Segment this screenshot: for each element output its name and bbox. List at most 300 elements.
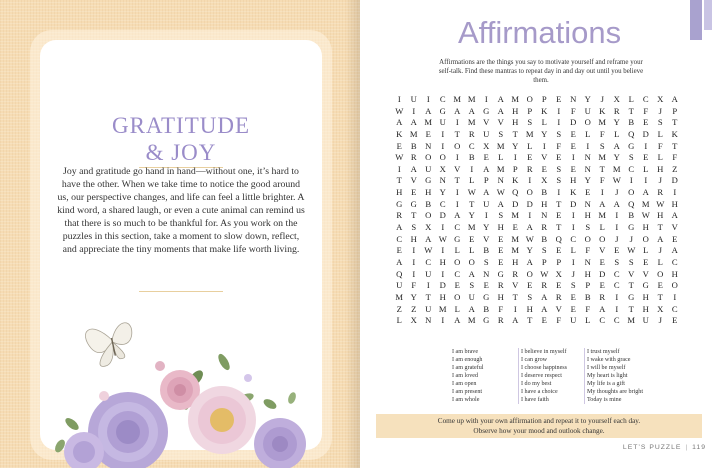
grid-letter[interactable]: Q: [512, 187, 519, 198]
grid-letter[interactable]: R: [657, 187, 664, 198]
grid-letter[interactable]: R: [396, 210, 403, 221]
grid-letter[interactable]: K: [671, 128, 678, 139]
grid-letter[interactable]: P: [541, 256, 547, 267]
grid-letter[interactable]: E: [469, 233, 475, 244]
grid-letter[interactable]: O: [526, 187, 533, 198]
grid-letter[interactable]: O: [599, 233, 606, 244]
grid-letter[interactable]: L: [657, 152, 663, 163]
grid-letter[interactable]: U: [570, 315, 577, 326]
grid-letter[interactable]: R: [541, 280, 548, 291]
grid-letter[interactable]: Q: [628, 198, 635, 209]
grid-letter[interactable]: F: [585, 245, 591, 256]
grid-letter[interactable]: T: [454, 175, 460, 186]
grid-letter[interactable]: X: [555, 268, 562, 279]
grid-letter[interactable]: I: [455, 152, 459, 163]
grid-letter[interactable]: T: [512, 291, 518, 302]
grid-letter[interactable]: H: [512, 256, 519, 267]
grid-letter[interactable]: U: [483, 198, 490, 209]
grid-letter[interactable]: L: [469, 245, 475, 256]
grid-letter[interactable]: L: [454, 245, 460, 256]
grid-letter[interactable]: E: [556, 280, 562, 291]
grid-letter[interactable]: E: [396, 245, 402, 256]
grid-letter[interactable]: S: [585, 222, 591, 233]
grid-letter[interactable]: T: [512, 128, 518, 139]
grid-letter[interactable]: I: [412, 256, 416, 267]
grid-letter[interactable]: H: [396, 187, 403, 198]
grid-letter[interactable]: Q: [396, 268, 403, 279]
grid-letter[interactable]: X: [425, 222, 432, 233]
grid-letter[interactable]: E: [672, 315, 678, 326]
grid-letter[interactable]: J: [615, 233, 619, 244]
grid-letter[interactable]: C: [396, 233, 403, 244]
grid-letter[interactable]: M: [467, 315, 476, 326]
grid-letter[interactable]: Y: [613, 152, 620, 163]
grid-letter[interactable]: I: [484, 94, 488, 104]
grid-letter[interactable]: N: [483, 268, 490, 279]
grid-letter[interactable]: O: [526, 94, 533, 104]
grid-letter[interactable]: Q: [555, 233, 562, 244]
grid-letter[interactable]: E: [643, 117, 649, 128]
grid-letter[interactable]: O: [454, 256, 461, 267]
grid-letter[interactable]: V: [671, 222, 678, 233]
grid-letter[interactable]: V: [555, 303, 562, 314]
grid-letter[interactable]: L: [454, 303, 460, 314]
grid-letter[interactable]: S: [541, 245, 547, 256]
grid-letter[interactable]: O: [584, 233, 591, 244]
grid-letter[interactable]: I: [513, 152, 517, 163]
grid-letter[interactable]: A: [483, 187, 490, 198]
grid-letter[interactable]: S: [527, 117, 533, 128]
grid-letter[interactable]: M: [424, 117, 433, 128]
grid-letter[interactable]: A: [541, 291, 548, 302]
grid-letter[interactable]: E: [570, 140, 576, 151]
grid-letter[interactable]: O: [439, 152, 446, 163]
grid-letter[interactable]: P: [541, 94, 547, 104]
grid-letter[interactable]: G: [483, 315, 490, 326]
grid-letter[interactable]: D: [671, 175, 678, 186]
grid-letter[interactable]: L: [570, 245, 576, 256]
grid-letter[interactable]: O: [425, 210, 432, 221]
grid-letter[interactable]: X: [541, 175, 548, 186]
grid-letter[interactable]: X: [439, 163, 446, 174]
grid-letter[interactable]: D: [570, 117, 577, 128]
grid-letter[interactable]: Y: [584, 175, 591, 186]
grid-letter[interactable]: J: [658, 245, 662, 256]
grid-letter[interactable]: S: [599, 140, 605, 151]
grid-letter[interactable]: I: [644, 175, 648, 186]
grid-letter[interactable]: G: [454, 233, 461, 244]
grid-letter[interactable]: C: [454, 222, 461, 233]
grid-letter[interactable]: A: [526, 256, 533, 267]
grid-letter[interactable]: U: [483, 128, 490, 139]
grid-letter[interactable]: H: [584, 268, 591, 279]
grid-letter[interactable]: C: [642, 94, 649, 104]
grid-letter[interactable]: E: [599, 280, 605, 291]
grid-letter[interactable]: M: [598, 210, 607, 221]
grid-letter[interactable]: N: [497, 175, 504, 186]
grid-letter[interactable]: M: [511, 94, 520, 104]
grid-letter[interactable]: S: [657, 117, 663, 128]
grid-letter[interactable]: W: [641, 210, 650, 221]
grid-letter[interactable]: I: [528, 175, 532, 186]
grid-letter[interactable]: E: [614, 245, 620, 256]
grid-letter[interactable]: P: [483, 175, 489, 186]
grid-letter[interactable]: I: [484, 210, 488, 221]
grid-letter[interactable]: O: [425, 152, 432, 163]
grid-letter[interactable]: M: [612, 163, 621, 174]
grid-letter[interactable]: I: [557, 187, 561, 198]
grid-letter[interactable]: I: [528, 210, 532, 221]
grid-letter[interactable]: H: [439, 291, 446, 302]
grid-letter[interactable]: I: [412, 245, 416, 256]
grid-letter[interactable]: R: [541, 222, 548, 233]
grid-letter[interactable]: Q: [628, 128, 635, 139]
grid-letter[interactable]: T: [556, 198, 562, 209]
grid-letter[interactable]: R: [599, 291, 606, 302]
grid-letter[interactable]: N: [439, 175, 446, 186]
grid-letter[interactable]: P: [512, 163, 518, 174]
grid-letter[interactable]: E: [643, 256, 649, 267]
grid-letter[interactable]: G: [628, 222, 635, 233]
grid-letter[interactable]: B: [425, 198, 432, 209]
grid-letter[interactable]: M: [395, 291, 404, 302]
grid-letter[interactable]: B: [541, 187, 548, 198]
grid-letter[interactable]: F: [657, 140, 663, 151]
grid-letter[interactable]: Y: [410, 291, 417, 302]
grid-letter[interactable]: W: [395, 105, 404, 116]
grid-letter[interactable]: I: [644, 140, 648, 151]
grid-letter[interactable]: I: [441, 222, 445, 233]
grid-letter[interactable]: W: [525, 233, 534, 244]
grid-letter[interactable]: H: [642, 291, 649, 302]
grid-letter[interactable]: R: [497, 315, 504, 326]
grid-letter[interactable]: G: [628, 140, 635, 151]
grid-letter[interactable]: C: [599, 315, 606, 326]
grid-letter[interactable]: F: [570, 105, 576, 116]
grid-letter[interactable]: I: [441, 140, 445, 151]
grid-letter[interactable]: E: [498, 233, 504, 244]
grid-letter[interactable]: I: [441, 245, 445, 256]
grid-letter[interactable]: R: [613, 105, 620, 116]
grid-letter[interactable]: F: [556, 140, 562, 151]
grid-letter[interactable]: U: [396, 280, 403, 291]
grid-letter[interactable]: J: [600, 94, 604, 104]
grid-letter[interactable]: K: [599, 105, 606, 116]
grid-letter[interactable]: F: [498, 303, 504, 314]
grid-letter[interactable]: E: [556, 94, 562, 104]
grid-letter[interactable]: W: [612, 175, 621, 186]
grid-letter[interactable]: E: [527, 280, 533, 291]
grid-letter[interactable]: E: [657, 280, 663, 291]
grid-letter[interactable]: E: [672, 233, 678, 244]
grid-letter[interactable]: S: [556, 163, 562, 174]
grid-letter[interactable]: L: [643, 245, 649, 256]
grid-letter[interactable]: G: [425, 175, 432, 186]
grid-letter[interactable]: F: [599, 175, 605, 186]
grid-letter[interactable]: I: [673, 291, 677, 302]
grid-letter[interactable]: E: [498, 245, 504, 256]
grid-letter[interactable]: I: [571, 210, 575, 221]
grid-letter[interactable]: Z: [396, 303, 402, 314]
grid-letter[interactable]: T: [425, 291, 431, 302]
grid-letter[interactable]: H: [642, 222, 649, 233]
grid-letter[interactable]: G: [628, 291, 635, 302]
grid-letter[interactable]: N: [584, 256, 591, 267]
grid-letter[interactable]: V: [628, 268, 635, 279]
grid-letter[interactable]: W: [496, 187, 505, 198]
grid-letter[interactable]: L: [628, 94, 634, 104]
grid-letter[interactable]: E: [556, 245, 562, 256]
grid-letter[interactable]: T: [657, 222, 663, 233]
grid-letter[interactable]: I: [542, 140, 546, 151]
grid-letter[interactable]: H: [410, 233, 417, 244]
grid-letter[interactable]: J: [629, 233, 633, 244]
grid-letter[interactable]: I: [455, 117, 459, 128]
grid-letter[interactable]: E: [570, 303, 576, 314]
grid-letter[interactable]: M: [511, 210, 520, 221]
grid-letter[interactable]: C: [570, 233, 577, 244]
grid-letter[interactable]: C: [425, 256, 432, 267]
grid-letter[interactable]: J: [658, 175, 662, 186]
grid-letter[interactable]: E: [541, 163, 547, 174]
grid-letter[interactable]: A: [468, 303, 475, 314]
grid-letter[interactable]: H: [671, 198, 678, 209]
grid-letter[interactable]: E: [396, 140, 402, 151]
grid-letter[interactable]: R: [555, 291, 562, 302]
grid-letter[interactable]: O: [584, 117, 591, 128]
grid-letter[interactable]: Z: [672, 163, 678, 174]
grid-letter[interactable]: I: [513, 303, 517, 314]
grid-letter[interactable]: U: [425, 303, 432, 314]
grid-letter[interactable]: S: [469, 280, 475, 291]
grid-letter[interactable]: S: [628, 152, 634, 163]
grid-letter[interactable]: A: [483, 163, 490, 174]
grid-letter[interactable]: Y: [526, 245, 533, 256]
grid-letter[interactable]: I: [557, 105, 561, 116]
grid-letter[interactable]: L: [469, 175, 475, 186]
grid-letter[interactable]: G: [642, 280, 649, 291]
grid-letter[interactable]: A: [541, 303, 548, 314]
grid-letter[interactable]: N: [570, 94, 577, 104]
grid-letter[interactable]: T: [672, 140, 678, 151]
grid-letter[interactable]: X: [483, 140, 490, 151]
grid-letter[interactable]: U: [642, 315, 649, 326]
grid-letter[interactable]: D: [512, 198, 519, 209]
grid-letter[interactable]: L: [599, 222, 605, 233]
grid-letter[interactable]: H: [541, 198, 548, 209]
word-search-grid[interactable]: [392, 94, 682, 327]
grid-letter[interactable]: F: [672, 152, 678, 163]
grid-letter[interactable]: I: [426, 280, 430, 291]
grid-letter[interactable]: H: [657, 163, 664, 174]
grid-letter[interactable]: L: [396, 315, 402, 326]
grid-letter[interactable]: A: [454, 315, 461, 326]
grid-letter[interactable]: I: [441, 315, 445, 326]
grid-letter[interactable]: I: [470, 163, 474, 174]
grid-letter[interactable]: J: [658, 315, 662, 326]
grid-letter[interactable]: S: [556, 175, 562, 186]
grid-letter[interactable]: S: [498, 210, 504, 221]
grid-letter[interactable]: A: [410, 117, 417, 128]
grid-letter[interactable]: U: [410, 94, 417, 104]
grid-letter[interactable]: C: [439, 94, 446, 104]
grid-letter[interactable]: U: [425, 163, 432, 174]
grid-letter[interactable]: U: [439, 117, 446, 128]
grid-letter[interactable]: E: [556, 210, 562, 221]
grid-letter[interactable]: A: [642, 187, 649, 198]
grid-letter[interactable]: C: [454, 268, 461, 279]
grid-letter[interactable]: D: [642, 128, 649, 139]
grid-letter[interactable]: D: [599, 268, 606, 279]
grid-letter[interactable]: H: [497, 291, 504, 302]
grid-letter[interactable]: M: [511, 245, 520, 256]
grid-letter[interactable]: A: [468, 105, 475, 116]
grid-letter[interactable]: A: [497, 198, 504, 209]
grid-letter[interactable]: A: [671, 210, 678, 221]
grid-letter[interactable]: H: [512, 117, 519, 128]
grid-letter[interactable]: V: [454, 163, 461, 174]
grid-letter[interactable]: S: [570, 280, 576, 291]
grid-letter[interactable]: I: [441, 268, 445, 279]
grid-letter[interactable]: D: [570, 198, 577, 209]
grid-letter[interactable]: O: [526, 268, 533, 279]
grid-letter[interactable]: I: [615, 291, 619, 302]
grid-letter[interactable]: M: [496, 140, 505, 151]
grid-letter[interactable]: T: [628, 105, 634, 116]
grid-letter[interactable]: U: [468, 291, 475, 302]
grid-letter[interactable]: Y: [439, 187, 446, 198]
grid-letter[interactable]: B: [483, 245, 490, 256]
grid-letter[interactable]: P: [556, 256, 562, 267]
grid-letter[interactable]: A: [671, 245, 678, 256]
grid-letter[interactable]: I: [397, 94, 401, 104]
grid-letter[interactable]: C: [671, 303, 678, 314]
grid-letter[interactable]: E: [541, 315, 547, 326]
grid-letter[interactable]: F: [556, 315, 562, 326]
grid-letter[interactable]: M: [598, 117, 607, 128]
grid-letter[interactable]: K: [541, 105, 548, 116]
grid-letter[interactable]: L: [541, 117, 547, 128]
grid-letter[interactable]: S: [614, 256, 620, 267]
grid-letter[interactable]: W: [656, 198, 665, 209]
grid-letter[interactable]: L: [498, 152, 504, 163]
grid-letter[interactable]: E: [498, 256, 504, 267]
grid-letter[interactable]: F: [585, 303, 591, 314]
grid-letter[interactable]: W: [540, 268, 549, 279]
grid-letter[interactable]: C: [613, 268, 620, 279]
grid-letter[interactable]: M: [467, 117, 476, 128]
grid-letter[interactable]: L: [585, 128, 591, 139]
grid-letter[interactable]: N: [584, 198, 591, 209]
grid-letter[interactable]: T: [657, 291, 663, 302]
grid-letter[interactable]: E: [585, 187, 591, 198]
grid-letter[interactable]: B: [628, 117, 635, 128]
grid-letter[interactable]: Y: [613, 117, 620, 128]
grid-letter[interactable]: M: [467, 94, 476, 104]
grid-letter[interactable]: I: [600, 187, 604, 198]
grid-letter[interactable]: A: [613, 198, 620, 209]
grid-letter[interactable]: N: [541, 210, 548, 221]
grid-letter[interactable]: I: [412, 105, 416, 116]
grid-letter[interactable]: H: [497, 222, 504, 233]
grid-letter[interactable]: N: [584, 152, 591, 163]
grid-letter[interactable]: P: [527, 105, 533, 116]
grid-letter[interactable]: M: [598, 152, 607, 163]
grid-letter[interactable]: E: [570, 128, 576, 139]
grid-letter[interactable]: E: [570, 291, 576, 302]
grid-letter[interactable]: Z: [411, 303, 417, 314]
grid-letter[interactable]: E: [483, 152, 489, 163]
grid-letter[interactable]: I: [426, 94, 430, 104]
grid-letter[interactable]: V: [410, 175, 417, 186]
grid-letter[interactable]: K: [512, 175, 519, 186]
grid-letter[interactable]: R: [526, 163, 533, 174]
grid-letter[interactable]: L: [527, 140, 533, 151]
grid-letter[interactable]: F: [599, 128, 605, 139]
grid-letter[interactable]: R: [497, 280, 504, 291]
grid-letter[interactable]: S: [628, 256, 634, 267]
grid-letter[interactable]: E: [512, 222, 518, 233]
grid-letter[interactable]: A: [599, 303, 606, 314]
grid-letter[interactable]: T: [628, 303, 634, 314]
grid-letter[interactable]: I: [397, 163, 401, 174]
grid-letter[interactable]: Y: [512, 140, 519, 151]
grid-letter[interactable]: B: [410, 140, 417, 151]
grid-letter[interactable]: M: [511, 233, 520, 244]
grid-letter[interactable]: I: [571, 152, 575, 163]
grid-letter[interactable]: G: [410, 198, 417, 209]
grid-letter[interactable]: P: [585, 280, 591, 291]
grid-letter[interactable]: H: [526, 303, 533, 314]
grid-letter[interactable]: A: [497, 105, 504, 116]
grid-letter[interactable]: X: [410, 315, 417, 326]
grid-letter[interactable]: H: [584, 210, 591, 221]
grid-letter[interactable]: G: [497, 268, 504, 279]
grid-letter[interactable]: E: [643, 152, 649, 163]
grid-letter[interactable]: V: [599, 245, 606, 256]
grid-letter[interactable]: D: [526, 198, 533, 209]
grid-letter[interactable]: C: [628, 163, 635, 174]
grid-letter[interactable]: J: [658, 105, 662, 116]
grid-letter[interactable]: K: [570, 187, 577, 198]
grid-letter[interactable]: U: [425, 268, 432, 279]
grid-letter[interactable]: M: [525, 128, 534, 139]
grid-letter[interactable]: A: [512, 315, 519, 326]
grid-letter[interactable]: B: [541, 233, 548, 244]
grid-letter[interactable]: N: [584, 163, 591, 174]
grid-letter[interactable]: H: [671, 268, 678, 279]
grid-letter[interactable]: B: [468, 152, 475, 163]
grid-letter[interactable]: I: [557, 117, 561, 128]
grid-letter[interactable]: A: [454, 105, 461, 116]
grid-letter[interactable]: L: [585, 315, 591, 326]
grid-letter[interactable]: L: [614, 128, 620, 139]
grid-letter[interactable]: H: [439, 256, 446, 267]
grid-letter[interactable]: B: [628, 210, 635, 221]
grid-letter[interactable]: V: [541, 152, 548, 163]
grid-letter[interactable]: E: [599, 256, 605, 267]
grid-letter[interactable]: S: [411, 222, 417, 233]
grid-letter[interactable]: E: [454, 280, 460, 291]
grid-letter[interactable]: A: [468, 268, 475, 279]
grid-letter[interactable]: V: [483, 117, 490, 128]
grid-letter[interactable]: H: [425, 187, 432, 198]
grid-letter[interactable]: W: [627, 245, 636, 256]
grid-letter[interactable]: I: [455, 187, 459, 198]
grid-letter[interactable]: R: [410, 152, 417, 163]
grid-letter[interactable]: C: [671, 256, 678, 267]
grid-letter[interactable]: T: [454, 128, 460, 139]
